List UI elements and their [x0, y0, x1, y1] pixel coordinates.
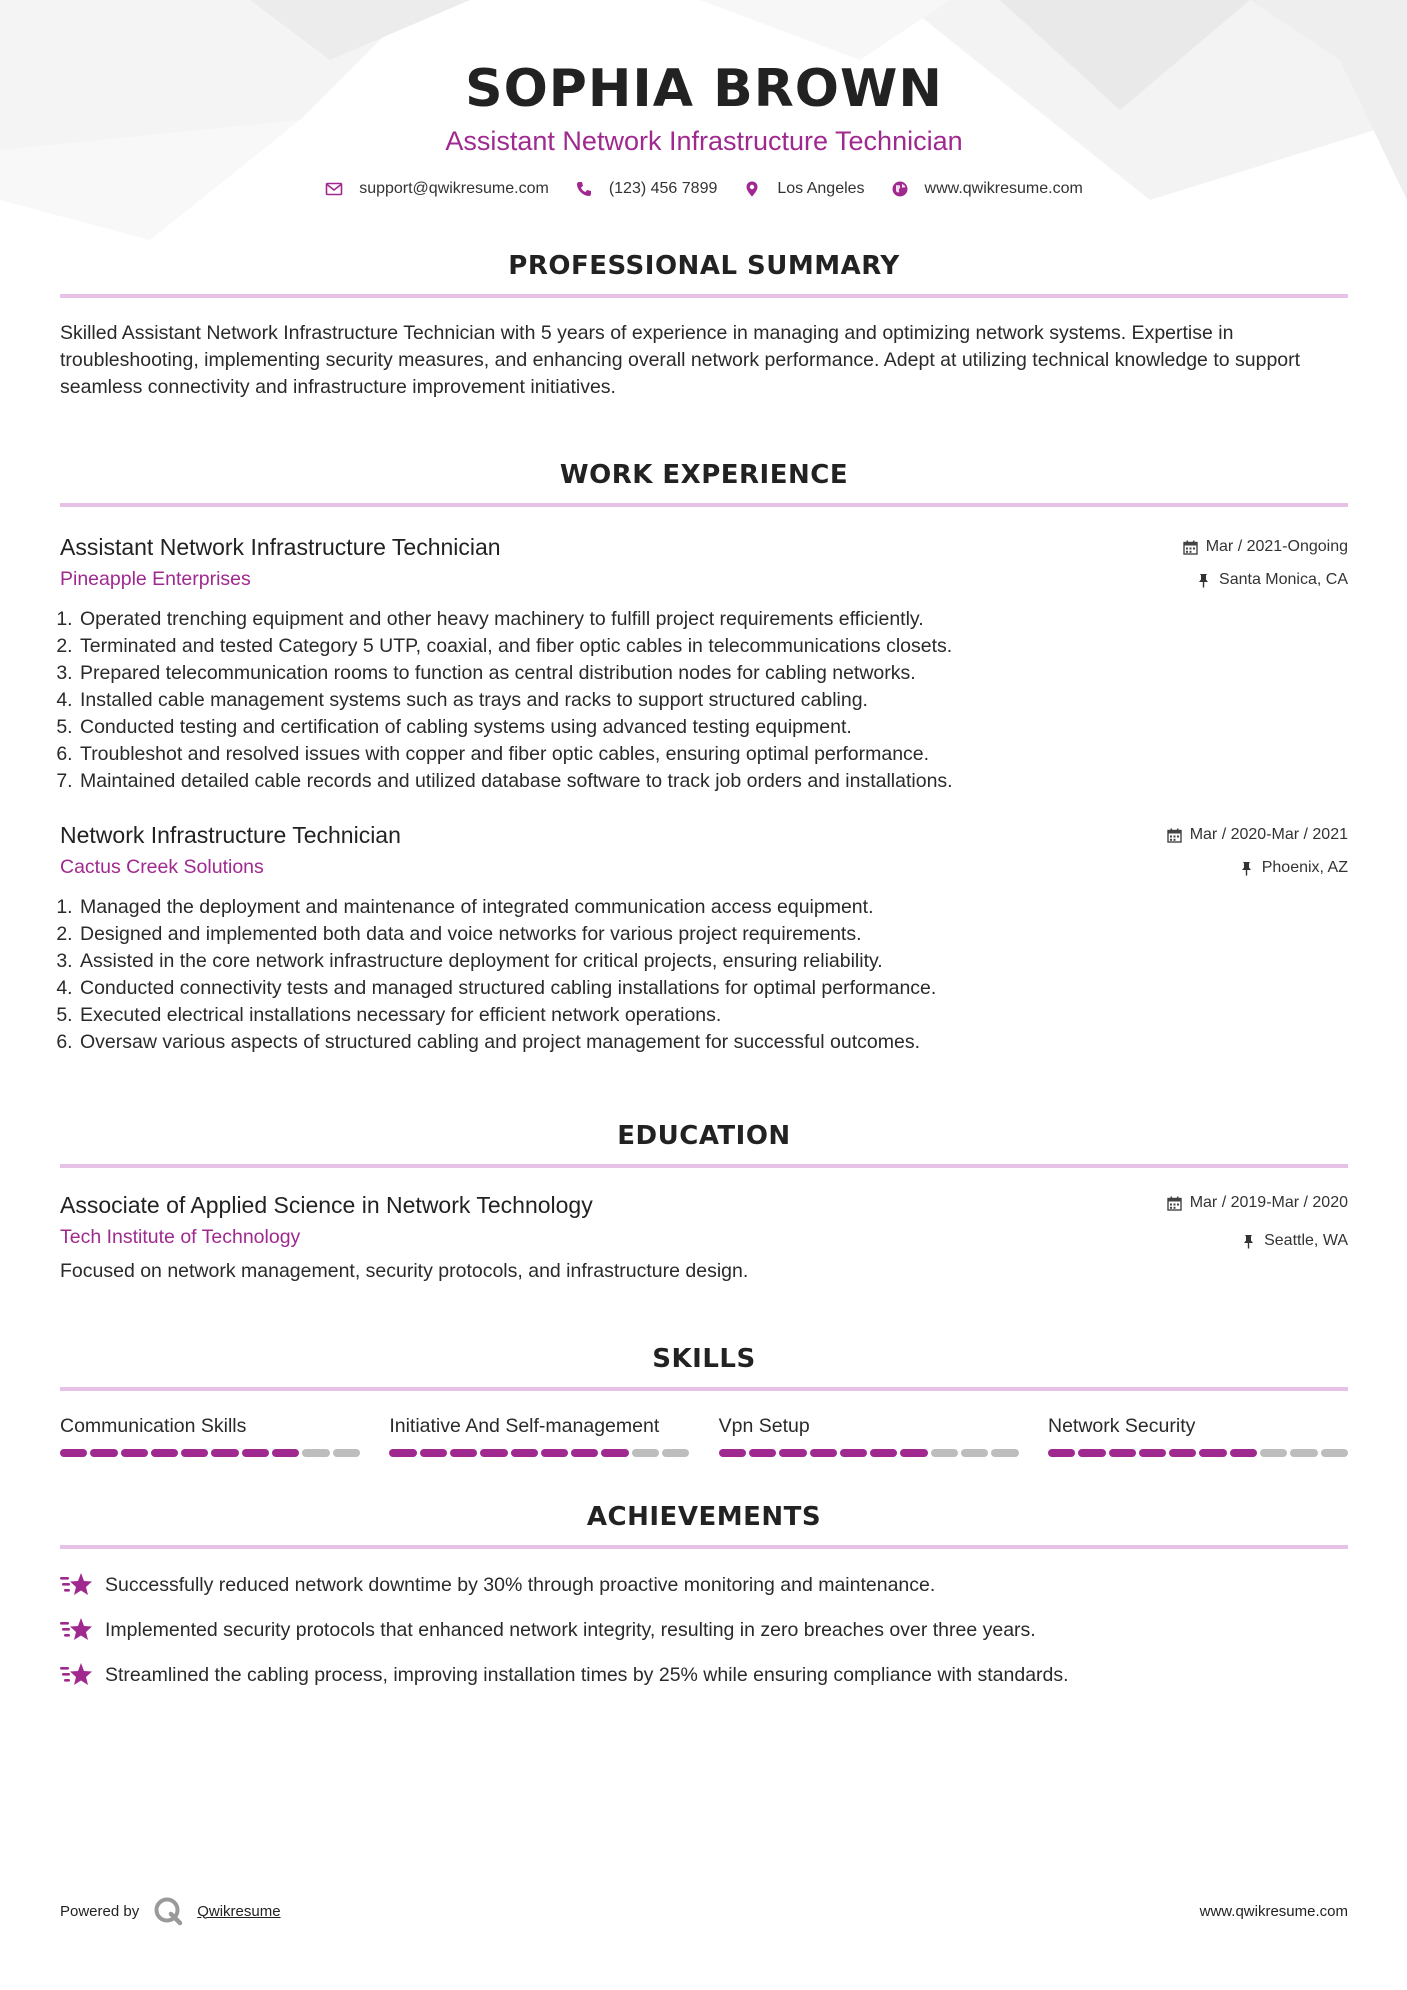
experience-heading: WORK EXPERIENCE: [559, 460, 849, 490]
skills-section: [60, 1343, 1348, 1457]
skill-segment-empty: [632, 1449, 659, 1457]
skill-segment-filled: [450, 1449, 477, 1457]
skill-item: [1048, 1413, 1348, 1457]
skill-name: Vpn Setup: [718, 1415, 810, 1437]
job-location: Santa Monica, CA: [1219, 571, 1348, 588]
education-heading: EDUCATION: [617, 1121, 791, 1151]
skill-segment-filled: [1048, 1449, 1075, 1457]
section-divider: [60, 1387, 1348, 1391]
job-entry: [60, 820, 1348, 1056]
school-name: Tech Institute of Technology: [60, 1226, 301, 1248]
skill-segment-empty: [333, 1449, 360, 1457]
skill-segment-filled: [541, 1449, 568, 1457]
skill-name: Initiative And Self-management: [389, 1415, 660, 1437]
page-footer: [60, 1896, 1348, 1926]
skill-segment-filled: [389, 1449, 416, 1457]
summary-section: [60, 250, 1348, 401]
pin-icon: [1239, 861, 1254, 876]
pin-icon: [1241, 1234, 1256, 1249]
skill-name: Communication Skills: [60, 1415, 247, 1437]
contact-phone[interactable]: [575, 180, 718, 198]
calendar-icon: [1167, 828, 1182, 843]
shooting-star-icon: [60, 1661, 94, 1689]
education-entry: [60, 1190, 1348, 1285]
list-item: 6. Troubleshot and resolved issues with copper and fiber optic cables, ensuring optimal performance.: [78, 741, 1348, 768]
skill-segment-filled: [1139, 1449, 1166, 1457]
achievements-heading: ACHIEVEMENTS: [586, 1502, 822, 1532]
skill-segment-filled: [840, 1449, 867, 1457]
list-item: 4. Conducted connectivity tests and managed structured cabling installations for optimal performance.: [78, 975, 1348, 1002]
section-divider: [60, 503, 1348, 507]
skill-segment-filled: [571, 1449, 598, 1457]
section-divider: [60, 294, 1348, 298]
contact-location-text: Los Angeles: [777, 180, 865, 197]
skill-segment-filled: [272, 1449, 299, 1457]
education-description: Focused on network management, security protocols, and infrastructure design.: [60, 1260, 749, 1282]
skill-segment-filled: [181, 1449, 208, 1457]
skill-level-bar: [60, 1449, 360, 1457]
skill-segment-filled: [779, 1449, 806, 1457]
section-divider: [60, 1164, 1348, 1168]
experience-section: [60, 459, 1348, 1056]
candidate-name: SOPHIA BROWN: [465, 59, 943, 119]
skill-segment-filled: [749, 1449, 776, 1457]
job-bullets: [60, 894, 1348, 1056]
skills-heading: SKILLS: [652, 1344, 756, 1374]
achievement-text: Streamlined the cabling process, improving installation times by 25% while ensuring compliance with standards.: [105, 1663, 1069, 1686]
contact-website[interactable]: [891, 180, 1083, 198]
brand-link[interactable]: Qwikresume: [197, 1902, 281, 1920]
skill-segment-filled: [900, 1449, 927, 1457]
degree-name: Associate of Applied Science in Network Technology: [60, 1192, 593, 1218]
skill-segment-empty: [1321, 1449, 1348, 1457]
contact-row: [60, 180, 1348, 198]
skill-segment-filled: [242, 1449, 269, 1457]
skill-segment-filled: [870, 1449, 897, 1457]
contact-location: [743, 180, 864, 198]
skills-list: [60, 1413, 1348, 1457]
skill-segment-filled: [1078, 1449, 1105, 1457]
summary-text: Skilled Assistant Network Infrastructure Technician with 5 years of experience in managing and optimizing network systems. Expertise in troubleshooting, implementing security measures, and enhancing overall network performance. Adept at utilizing technical knowledge to support seamless connectivity and infrastructure improvement initiatives.: [60, 322, 1301, 398]
skill-segment-empty: [961, 1449, 988, 1457]
list-item: 2. Terminated and tested Category 5 UTP, coaxial, and fiber optic cables in telecommunications closets.: [78, 633, 1348, 660]
skill-segment-empty: [991, 1449, 1018, 1457]
list-item: 5. Conducted testing and certification of cabling systems using advanced testing equipment.: [78, 714, 1348, 741]
job-company: Cactus Creek Solutions: [60, 856, 264, 878]
summary-heading: PROFESSIONAL SUMMARY: [508, 251, 900, 281]
education-section: [60, 1120, 1348, 1285]
powered-by: [60, 1896, 281, 1926]
job-dates: Mar / 2021-Ongoing: [1205, 538, 1348, 555]
list-item: 6. Oversaw various aspects of structured cabling and project management for successful outcomes.: [78, 1029, 1348, 1056]
skill-segment-filled: [420, 1449, 447, 1457]
skill-segment-empty: [1290, 1449, 1317, 1457]
skill-segment-filled: [719, 1449, 746, 1457]
skill-name: Network Security: [1047, 1415, 1196, 1437]
skill-segment-empty: [302, 1449, 329, 1457]
shooting-star-icon: [60, 1616, 94, 1644]
skill-segment-filled: [60, 1449, 87, 1457]
skill-item: [389, 1413, 689, 1457]
job-bullets: [60, 606, 1348, 795]
footer-website[interactable]: www.qwikresume.com: [1199, 1902, 1348, 1920]
job-dates: Mar / 2020-Mar / 2021: [1189, 826, 1348, 843]
skill-segment-filled: [1230, 1449, 1257, 1457]
skill-segment-empty: [931, 1449, 958, 1457]
skill-segment-filled: [151, 1449, 178, 1457]
skill-level-bar: [1048, 1449, 1348, 1457]
list-item: 1. Operated trenching equipment and other heavy machinery to fulfill project requirements efficiently.: [78, 606, 1348, 633]
powered-by-label: Powered by: [60, 1902, 140, 1920]
skill-segment-filled: [601, 1449, 628, 1457]
job-role: Network Infrastructure Technician: [60, 822, 401, 848]
achievement-text: Successfully reduced network downtime by 30% through proactive monitoring and maintenance.: [105, 1573, 936, 1596]
calendar-icon: [1183, 540, 1198, 555]
job-company: Pineapple Enterprises: [60, 568, 251, 590]
list-item: 2. Designed and implemented both data and voice networks for various project requirements.: [78, 921, 1348, 948]
job-location: Phoenix, AZ: [1261, 859, 1348, 876]
job-meta: [1183, 536, 1348, 591]
skill-segment-filled: [121, 1449, 148, 1457]
contact-email-text: support@qwikresume.com: [359, 180, 549, 197]
skill-level-bar: [719, 1449, 1019, 1457]
education-location: Seattle, WA: [1264, 1232, 1348, 1249]
skill-segment-filled: [810, 1449, 837, 1457]
skill-segment-filled: [1199, 1449, 1226, 1457]
list-item: 7. Maintained detailed cable records and utilized database software to track job orders and installations.: [78, 768, 1348, 795]
education-dates: Mar / 2019-Mar / 2020: [1189, 1194, 1348, 1211]
section-divider: [60, 1545, 1348, 1549]
skill-segment-filled: [480, 1449, 507, 1457]
contact-phone-text: (123) 456 7899: [608, 180, 718, 197]
list-item: 3. Assisted in the core network infrastructure deployment for critical projects, ensuring reliability.: [78, 948, 1348, 975]
skill-segment-empty: [1260, 1449, 1287, 1457]
pin-icon: [1196, 573, 1211, 588]
achievements-list: [60, 1571, 1348, 1689]
list-item: 3. Prepared telecommunication rooms to function as central distribution nodes for cabling networks.: [78, 660, 1348, 687]
qwikresume-logo-icon: [153, 1896, 183, 1926]
list-item: [60, 1616, 1348, 1644]
skill-segment-filled: [511, 1449, 538, 1457]
job-meta: [1167, 824, 1348, 879]
list-item: 5. Executed electrical installations necessary for efficient network operations.: [78, 1002, 1348, 1029]
contact-email[interactable]: [325, 180, 549, 198]
map-marker-icon: [743, 180, 761, 198]
calendar-icon: [1167, 1196, 1182, 1211]
skill-segment-empty: [662, 1449, 689, 1457]
skill-item: [719, 1413, 1019, 1457]
skill-item: [60, 1413, 360, 1457]
shooting-star-icon: [60, 1571, 94, 1599]
globe-icon: [891, 180, 909, 198]
job-role: Assistant Network Infrastructure Technician: [60, 534, 501, 560]
resume-header: [60, 0, 1348, 198]
achievement-text: Implemented security protocols that enhanced network integrity, resulting in zero breaches over three years.: [105, 1618, 1036, 1641]
skill-segment-filled: [90, 1449, 117, 1457]
skill-segment-filled: [1109, 1449, 1136, 1457]
candidate-title: Assistant Network Infrastructure Technician: [445, 126, 963, 156]
education-meta: [1167, 1192, 1348, 1252]
skill-level-bar: [389, 1449, 689, 1457]
skill-segment-filled: [211, 1449, 238, 1457]
list-item: [60, 1661, 1348, 1689]
phone-icon: [575, 180, 593, 198]
list-item: [60, 1571, 1348, 1599]
achievements-section: [60, 1501, 1348, 1689]
job-entry: [60, 532, 1348, 795]
list-item: 1. Managed the deployment and maintenance of integrated communication access equipment.: [78, 894, 1348, 921]
resume-page: [60, 0, 1348, 1706]
envelope-icon: [325, 180, 343, 198]
contact-website-text: www.qwikresume.com: [924, 180, 1083, 197]
list-item: 4. Installed cable management systems such as trays and racks to support structured cabling.: [78, 687, 1348, 714]
skill-segment-filled: [1169, 1449, 1196, 1457]
